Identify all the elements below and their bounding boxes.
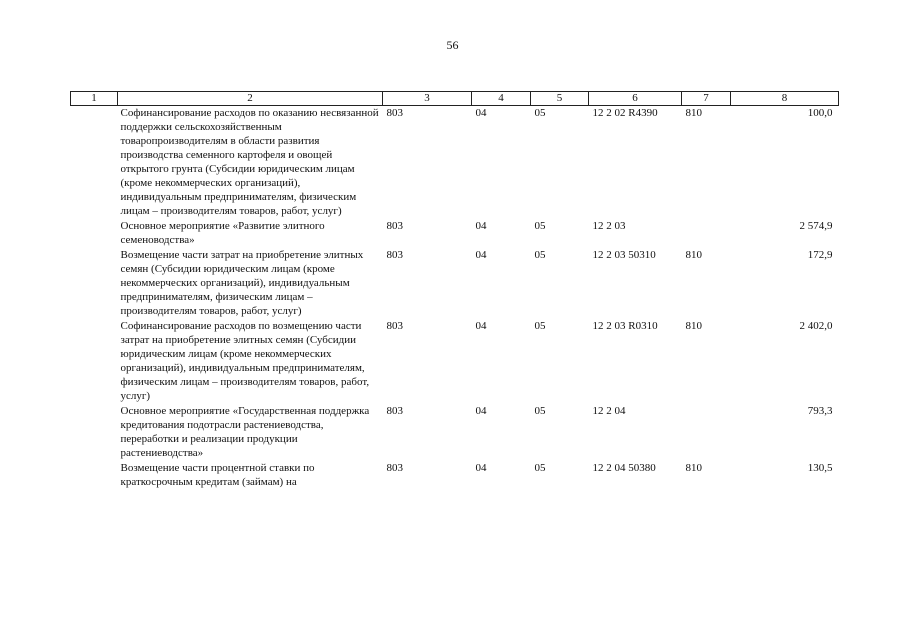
row-number xyxy=(71,404,118,461)
row-expense-type: 810 xyxy=(685,320,702,332)
row-amount: 2 402,0 xyxy=(799,320,833,332)
row-amount: 2 574,9 xyxy=(799,220,833,232)
row-number xyxy=(71,319,118,404)
table-header xyxy=(71,92,839,106)
row-subsection: 05 xyxy=(534,462,546,474)
row-section: 04 xyxy=(475,405,487,417)
row-target: 12 2 03 R0310 xyxy=(592,320,658,332)
header-col-8: 8 xyxy=(731,92,839,106)
row-section: 04 xyxy=(475,107,487,119)
row-name: Основное мероприятие «Государственная поддержка кредитования подотрасли растениеводства, переработки и реализации продукции растениеводства» xyxy=(120,405,370,459)
row-expense-type xyxy=(682,404,731,461)
row-ministry: 803 xyxy=(386,107,403,119)
row-ministry: 803 xyxy=(386,220,403,232)
table-row xyxy=(71,319,839,404)
row-expense-type xyxy=(682,219,731,248)
row-subsection: 05 xyxy=(534,220,546,232)
row-subsection: 05 xyxy=(534,320,546,332)
row-number xyxy=(71,248,118,319)
row-amount: 130,5 xyxy=(807,462,833,474)
row-number xyxy=(71,219,118,248)
header-col-4: 4 xyxy=(472,92,531,106)
header-col-7: 7 xyxy=(682,92,731,106)
header-col-3: 3 xyxy=(383,92,472,106)
row-ministry: 803 xyxy=(386,462,403,474)
row-expense-type: 810 xyxy=(685,107,702,119)
row-amount: 172,9 xyxy=(807,249,833,261)
row-ministry: 803 xyxy=(386,320,403,332)
row-expense-type: 810 xyxy=(685,249,702,261)
row-amount: 793,3 xyxy=(807,405,833,417)
header-col-1: 1 xyxy=(71,92,118,106)
row-section: 04 xyxy=(475,462,487,474)
table-row xyxy=(71,219,839,248)
row-target: 12 2 02 R4390 xyxy=(592,107,658,119)
row-target: 12 2 04 50380 xyxy=(592,462,656,474)
row-target: 12 2 04 xyxy=(592,405,626,417)
row-name: Возмещение части затрат на приобретение элитных семян (Субсидии юридическим лицам (кроме некоммерческих организаций), индивидуальным предпринимателям, физическим лицам – производителям товаров, работ, услуг) xyxy=(120,249,364,317)
header-row xyxy=(71,92,839,106)
budget-table xyxy=(70,91,839,490)
row-section: 04 xyxy=(475,220,487,232)
header-col-2: 2 xyxy=(118,92,383,106)
row-name: Софинансирование расходов по возмещению части затрат на приобретение элитных семян (Субсидии юридическим лицам (кроме некоммерческих организаций), индивидуальным предпринимателям, физическим лицам – производителям товаров, работ, услуг) xyxy=(120,320,370,402)
table-row xyxy=(71,404,839,461)
row-number xyxy=(71,106,118,220)
row-ministry: 803 xyxy=(386,405,403,417)
row-section: 04 xyxy=(475,320,487,332)
row-section: 04 xyxy=(475,249,487,261)
table-row xyxy=(71,461,839,490)
table-row xyxy=(71,106,839,220)
row-name: Возмещение части процентной ставки по краткосрочным кредитам (займам) на xyxy=(120,462,315,488)
table-row xyxy=(71,248,839,319)
row-target: 12 2 03 50310 xyxy=(592,249,656,261)
row-target: 12 2 03 xyxy=(592,220,626,232)
row-name: Основное мероприятие «Развитие элитного семеноводства» xyxy=(120,220,325,246)
table-body xyxy=(71,106,839,491)
header-col-6: 6 xyxy=(589,92,682,106)
page-number: 56 xyxy=(446,38,459,52)
row-expense-type: 810 xyxy=(685,462,702,474)
row-subsection: 05 xyxy=(534,405,546,417)
row-subsection: 05 xyxy=(534,107,546,119)
row-subsection: 05 xyxy=(534,249,546,261)
header-col-5: 5 xyxy=(531,92,589,106)
row-number xyxy=(71,461,118,490)
row-ministry: 803 xyxy=(386,249,403,261)
row-amount: 100,0 xyxy=(807,107,833,119)
row-name: Софинансирование расходов по оказанию несвязанной поддержки сельскохозяйственным товаропроизводителям в области развития производства семенного картофеля и овощей открытого грунта (Субсидии юридическим лицам (кроме некоммерческих организаций), индивидуальным предпринимателям, физическим лицам – производителям товаров, работ, услуг) xyxy=(120,107,379,217)
